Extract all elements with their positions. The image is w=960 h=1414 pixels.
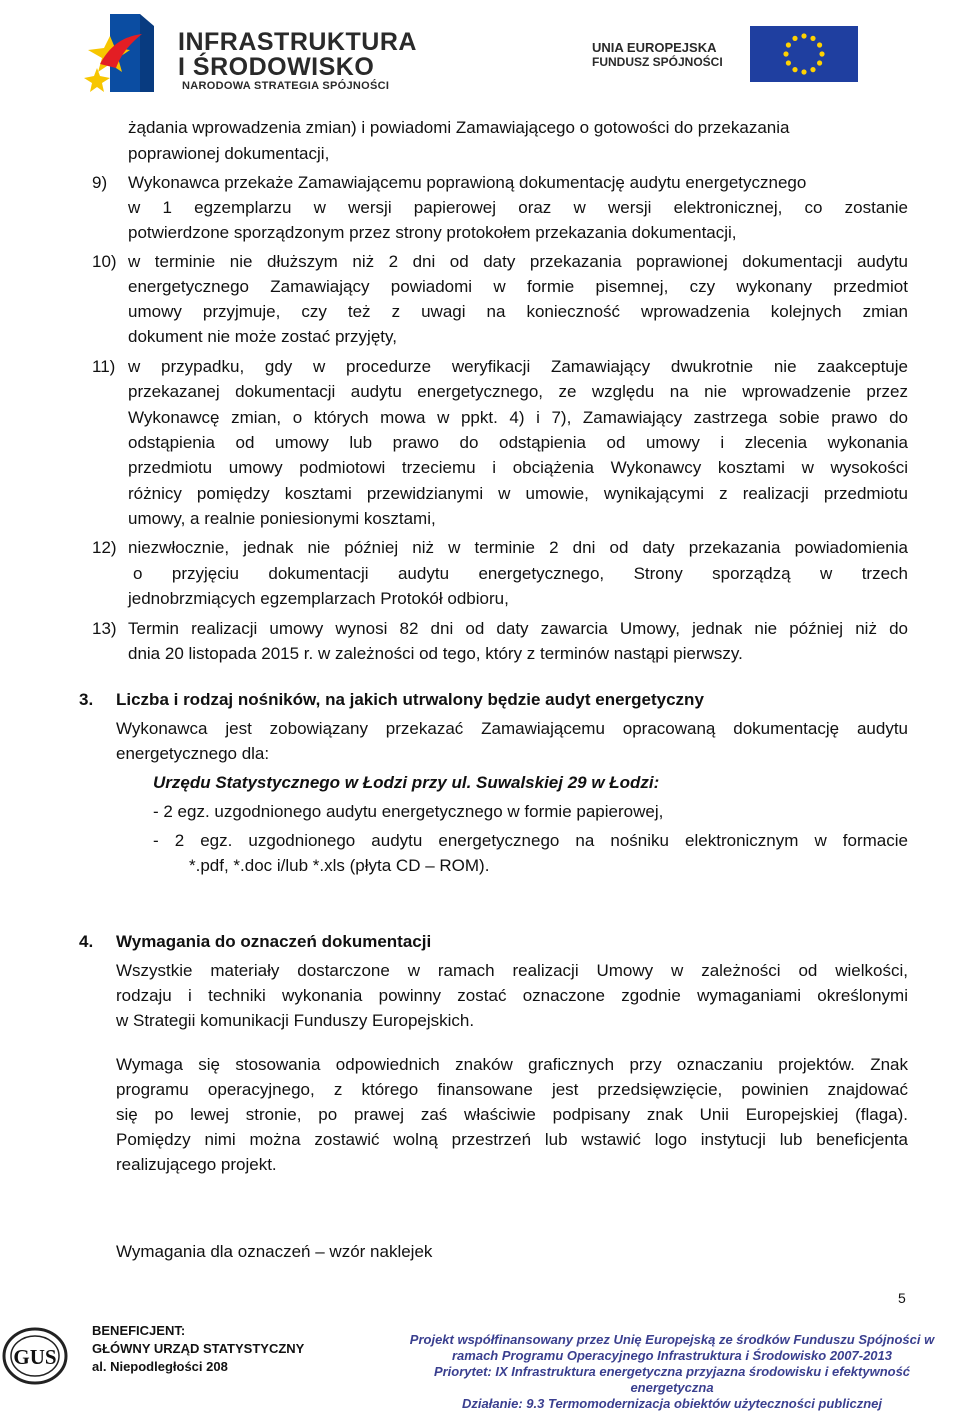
gus-logo-icon [2,1327,68,1385]
item-11-line: odstąpienia od umowy lub prawo do odstąpienia od umowy i zlecenia wykonania [128,433,908,452]
eu-star-icon [786,42,791,47]
sticker-requirements-heading: Wymagania dla oznaczeń – wzór naklejek [116,1242,433,1261]
section-3-number: 3. [79,690,94,709]
section-4-paragraph: Wszystkie materiały dostarczone w ramach realizacji Umowy w zależności od wielkości, [116,961,908,980]
item-11-line: różnicy pomiędzy kosztami przewidzianymi w umowie, wynikającymi z realizacji przedmiotu [128,484,908,503]
project-cofinancing-note: Projekt współfinansowany przez Unię Europejską ze środków Funduszu Spójności w ramach Programu Operacyjnego Infrastruktura i Środowisko 2007-2013 Priorytet: IX Infrastruktura energetyczna przyjazna środowisku i efektywność energetyczna Działanie: 9.3 Termomodernizacja obiektów użyteczności publicznej [409,1332,935,1411]
section-4-paragraph: Pomiędzy nimi można zostawić wolną przestrzeń lub wstawić logo instytucji lub beneficjenta [116,1130,908,1149]
item-10-line: dokument nie może zostać przyjęty, [128,327,397,346]
item-10-line: umowy przyjmuje, czy też z uwagi na konieczność wprowadzenia kolejnych zmian [128,302,908,321]
section-3-recipient: Urzędu Statystycznego w Łodzi przy ul. Suwalskiej 29 w Łodzi: [153,773,660,792]
section-3-paragraph: Wykonawca jest zobowiązany przekazać Zamawiającemu opracowaną dokumentację audytu [116,719,908,738]
section-4-number: 4. [79,932,94,951]
eu-star-icon [810,36,815,41]
eu-star-icon [786,60,791,65]
item-12-line: o przyjęciu dokumentacji audytu energetycznego, Strony sporządzą w trzech [133,564,908,583]
eu-star-icon [817,42,822,47]
item-11-line: umowy, a realnie poniesionymi kosztami, [128,509,436,528]
eu-flag-icon [750,26,858,82]
eu-star-icon [801,69,806,74]
section-4-paragraph: realizującego projekt. [116,1155,277,1174]
section-3-paragraph: energetycznego dla: [116,744,270,763]
section-3-deliverable: - 2 egz. uzgodnionego audytu energetycznego na nośniku elektronicznym w formacie [153,831,908,850]
page-number: 5 [898,1290,906,1306]
eu-star-icon [801,33,806,38]
infrastruktura-logo-icon [82,12,157,97]
section-4-paragraph: się po lewej stronie, po prawej zaś właściwie podpisany znak Unii Europejskiej (flaga). [116,1105,908,1124]
eu-star-icon [810,67,815,72]
item-11-line: Wykonawcę zmian, o których mowa w ppkt. 4) i 7), Zamawiający zastrzega sobie prawo do [128,408,908,427]
item-number: 13) [92,619,117,638]
item-number: 10) [92,252,117,271]
strategy-subtitle: NARODOWA STRATEGIA SPÓJNOŚCI [182,80,390,92]
item-10-line: energetycznego Zamawiający powiadomi w formie pisemnej, czy wykonany przedmiot [128,277,908,296]
item-13-line: dnia 20 listopada 2015 r. w zależności od tego, który z terminów nastąpi pierwszy. [128,644,743,663]
item-9-line: w 1 egzemplarzu w wersji papierowej oraz w wersji elektronicznej, co zostanie [128,198,908,217]
item-number: 12) [92,538,117,557]
eu-star-icon [817,60,822,65]
section-4-paragraph: Wymaga się stosowania odpowiednich znaków graficznych przy oznaczaniu projektów. Znak [116,1055,908,1074]
section-4-paragraph: programu operacyjnego, z którego finansowane jest przedsięwzięcie, powinien znajdować [116,1080,908,1099]
item-12-line: jednobrzmiących egzemplarzach Protokół odbioru, [128,589,509,608]
item-10-line: w terminie nie dłuższym niż 2 dni od daty przekazania poprawionej dokumentacji audytu [128,252,908,271]
item-12-line: niezwłocznie, jednak nie później niż w terminie 2 dni od daty przekazania powiadomienia [128,538,908,557]
section-3-deliverable: - 2 egz. uzgodnionego audytu energetycznego w formie papierowej, [153,802,664,821]
eu-fund-text: UNIA EUROPEJSKA FUNDUSZ SPÓJNOŚCI [592,40,723,69]
intro-line: poprawionej dokumentacji, [128,144,330,163]
intro-line: żądania wprowadzenia zmian) i powiadomi Zamawiającego o gotowości do przekazania [128,118,790,137]
item-number: 11) [92,357,116,376]
item-11-line: w przypadku, gdy w procedurze weryfikacji Zamawiający dwukrotnie nie zaakceptuje [128,357,908,376]
item-9-line: Wykonawca przekaże Zamawiającemu poprawioną dokumentację audytu energetycznego [128,173,807,192]
eu-star-icon [792,67,797,72]
section-4-paragraph: w Strategii komunikacji Funduszy Europejskich. [116,1011,475,1030]
item-13-line: Termin realizacji umowy wynosi 82 dni od daty zawarcia Umowy, jednak nie później niż do [128,619,908,638]
section-4-title: Wymagania do oznaczeń dokumentacji [116,932,432,951]
beneficiary-block: BENEFICJENT: GŁÓWNY URZĄD STATYSTYCZNY al. Niepodległości 208 [92,1323,305,1374]
eu-star-icon [819,51,824,56]
infrastruktura-title: INFRASTRUKTURA I ŚRODOWISKO [178,28,417,81]
eu-star-icon [783,51,788,56]
item-11-line: przedmiotu umowy podmiotowi trzeciemu i obciążenia Wykonawcy kosztami w wysokości [128,458,908,477]
svg-text:GUS: GUS [13,1345,57,1369]
item-11-line: przekazanej dokumentacji audytu energetycznego, ze względu na nie wprowadzenie przez [128,382,908,401]
item-number: 9) [92,173,108,192]
eu-star-icon [792,36,797,41]
section-3-title: Liczba i rodzaj nośników, na jakich utrwalony będzie audyt energetyczny [116,690,704,709]
section-4-paragraph: rodzaju i techniki wykonania powinny zostać oznaczone zgodnie wymaganiami określonymi [116,986,908,1005]
section-3-deliverable: *.pdf, *.doc i/lub *.xls (płyta CD – ROM). [189,856,490,875]
item-9-line: potwierdzone sporządzonym przez strony protokołem przekazania dokumentacji, [128,223,737,242]
